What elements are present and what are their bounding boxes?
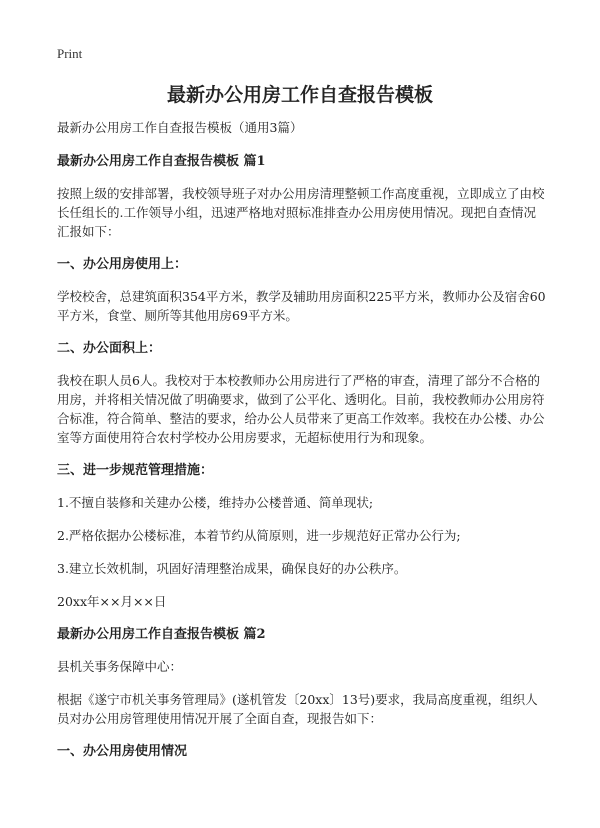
measure-item-3: 3.建立长效机制，巩固好清理整治成果，确保良好的办公秩序。 xyxy=(57,561,407,576)
part1-section2-text: 我校在职人员6人。我校对于本校教师办公用房进行了严格的审查，清理了部分不合格的用房，并将相关情况做了明确要求，做到了公平化、透明化。目前，我校教师办公用房符合标准，符合简单、整洁的要求，给办公人员带来了更高工作效率。我校在办公楼、办公室等方面使用符合农村学校办公用房要求，无超标使用行为和现象。 xyxy=(57,373,545,445)
part1-section3-heading: 三、进一步规范管理措施： xyxy=(57,463,214,478)
part1-date: 20xx年××月××日 xyxy=(57,594,167,609)
part1-section1-heading: 一、办公用房使用上： xyxy=(57,257,188,272)
print-link[interactable]: Print xyxy=(57,46,83,61)
part2-intro: 根据《遂宁市机关事务管理局》(遂机管发〔20xx〕13号)要求，我局高度重视，组织人员对办公用房管理使用情况开展了全面自查，现报告如下： xyxy=(57,692,538,726)
document-subtitle: 最新办公用房工作自查报告模板（通用3篇） xyxy=(57,120,303,135)
part2-heading: 最新办公用房工作自查报告模板 篇2 xyxy=(57,627,266,642)
measure-item-1: 1.不擅自装修和关建办公楼，维持办公楼普通、简单现状; xyxy=(57,495,374,510)
part1-section2-heading: 二、办公面积上： xyxy=(57,341,162,356)
part2-addressee: 县机关事务保障中心： xyxy=(57,659,183,674)
part1-heading: 最新办公用房工作自查报告模板 篇1 xyxy=(57,154,266,169)
part1-section1-text: 学校校舍，总建筑面积354平方米，教学及辅助用房面积225平方米，教师办公及宿舍60平方米，食堂、厕所等其他用房69平方米。 xyxy=(57,289,546,323)
document-title: 最新办公用房工作自查报告模板 xyxy=(166,84,433,106)
part1-intro: 按照上级的安排部署，我校领导班子对办公用房清理整顿工作高度重视，立即成立了由校长任组长的.工作领导小组，迅速严格地对照标准排查办公用房使用情况。现把自查情况汇报如下： xyxy=(57,186,545,239)
document-body xyxy=(57,118,547,774)
part2-section1-heading: 一、办公用房使用情况 xyxy=(57,744,188,759)
measure-item-2: 2.严格依据办公楼标准，本着节约从简原则，进一步规范好正常办公行为; xyxy=(57,528,461,543)
